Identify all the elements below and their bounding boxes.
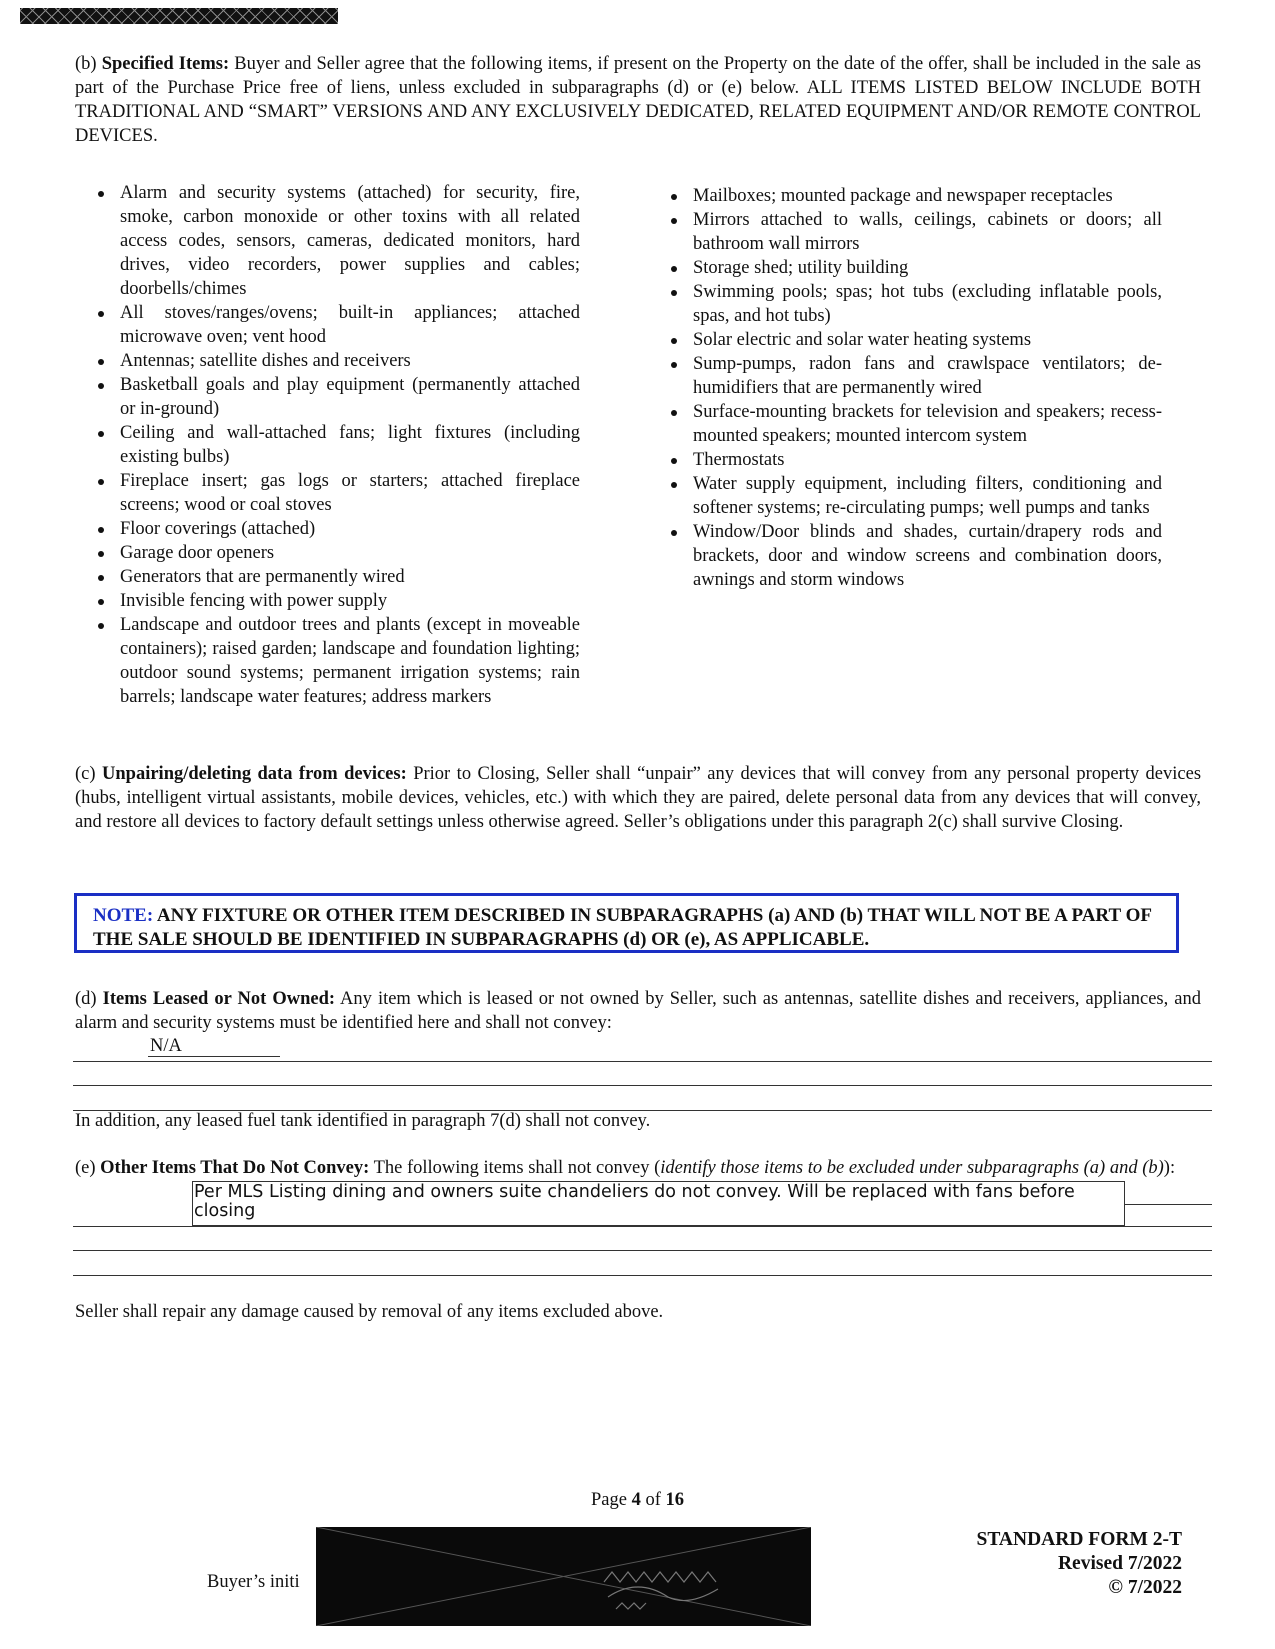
section-e-label: (e) <box>75 1158 96 1178</box>
section-b-label: (b) <box>75 54 97 74</box>
list-item: Storage shed; utility building <box>646 256 1162 280</box>
list-item: Thermostats <box>646 448 1162 472</box>
list-item: All stoves/ranges/ovens; built-in appliances; attached microwave oven; vent hood <box>73 301 580 349</box>
list-item: Window/Door blinds and shades, curtain/drapery rods and brackets, door and window screens and combination doors, awnings and storm windows <box>646 520 1162 592</box>
section-e-close: ): <box>1163 1158 1176 1178</box>
page-total: 16 <box>665 1490 684 1510</box>
section-e-text: The following items shall not convey ( <box>373 1158 661 1178</box>
page-current: 4 <box>631 1490 641 1510</box>
list-item: Landscape and outdoor trees and plants (except in moveable containers); raised garden; landscape and foundation lighting; outdoor sound systems; permanent irrigation systems; rain barrels; landscape water features; address markers <box>73 613 580 709</box>
list-item: Invisible fencing with power supply <box>73 589 580 613</box>
form-copyright: © 7/2022 <box>1108 1577 1182 1598</box>
list-item: Basketball goals and play equipment (permanently attached or in-ground) <box>73 373 580 421</box>
list-item: Fireplace insert; gas logs or starters; attached fireplace screens; wood or coal stoves <box>73 469 580 517</box>
list-item: Solar electric and solar water heating systems <box>646 328 1162 352</box>
list-item: Generators that are permanently wired <box>73 565 580 589</box>
included-items-list-left <box>73 181 580 709</box>
redaction-block-initials <box>316 1527 811 1626</box>
redaction-scribble-icon <box>316 1527 811 1626</box>
section-b-text: Buyer and Seller agree that the following items, if present on the Property on the date of the offer, shall be included in the sale as part of the Purchase Price free of liens, unless excluded in subparagraphs (d) or (e) below. ALL ITEMS LISTED BELOW INCLUDE BOTH TRADITIONAL AND “SMART” VERSIONS AND ANY EXCLUSIVELY DEDICATED, RELATED EQUIPMENT AND/OR REMOTE CONTROL DEVICES. <box>75 54 1201 146</box>
section-c-title: Unpairing/deleting data from devices: <box>102 764 407 784</box>
note-label: NOTE: <box>93 905 154 926</box>
section-d-value-underline <box>148 1056 280 1057</box>
section-d-paragraph <box>75 987 1201 1035</box>
standard-form-block <box>860 1528 1182 1600</box>
list-item: Water supply equipment, including filters, conditioning and softener systems; re-circulating pumps; well pumps and tanks <box>646 472 1162 520</box>
section-d-title: Items Leased or Not Owned: <box>102 989 336 1009</box>
page-number <box>0 1488 1275 1512</box>
list-item: Ceiling and wall-attached fans; light fixtures (including existing bulbs) <box>73 421 580 469</box>
list-item: Alarm and security systems (attached) for security, fire, smoke, carbon monoxide or other toxins with all related access codes, sensors, cameras, dedicated monitors, hard drives, video recorders, power supplies and cables; doorbells/chimes <box>73 181 580 301</box>
section-e-italic: identify those items to be excluded under subparagraphs (a) and (b) <box>660 1158 1164 1178</box>
section-d-line-1 <box>73 1061 1212 1062</box>
list-item: Mailboxes; mounted package and newspaper receptacles <box>646 184 1162 208</box>
section-e-line-4 <box>73 1275 1212 1276</box>
included-items-list-right <box>646 184 1162 592</box>
list-item: Garage door openers <box>73 541 580 565</box>
list-item: Surface-mounting brackets for television and speakers; recess-mounted speakers; mounted intercom system <box>646 400 1162 448</box>
list-item: Swimming pools; spas; hot tubs (excluding inflatable pools, spas, and hot tubs) <box>646 280 1162 328</box>
section-e-after: Seller shall repair any damage caused by removal of any items excluded above. <box>75 1302 664 1322</box>
buyer-initials-label: Buyer’s initi <box>207 1572 300 1592</box>
section-d-text: Any item which is leased or not owned by Seller, such as antennas, satellite dishes and receivers, appliances, and alarm and security systems must be identified here and shall not convey: <box>75 989 1201 1033</box>
section-e-line-3 <box>73 1250 1212 1251</box>
page-prefix: Page <box>590 1490 627 1510</box>
list-item: Mirrors attached to walls, ceilings, cabinets or doors; all bathroom wall mirrors <box>646 208 1162 256</box>
section-c-text: Prior to Closing, Seller shall “unpair” any devices that will convey from any personal property devices (hubs, intelligent virtual assistants, mobile devices, vehicles, etc.) with which they are paired, delete personal data from any devices that will convey, and restore all devices to factory default settings unless otherwise agreed. Seller’s obligations under this paragraph 2(c) shall survive Closing. <box>75 764 1202 832</box>
list-item: Sump-pumps, radon fans and crawlspace ventilators; de-humidifiers that are permanently wired <box>646 352 1162 400</box>
section-e-line-2 <box>73 1226 1212 1227</box>
form-name: STANDARD FORM 2-T <box>976 1529 1182 1550</box>
redaction-bar-top <box>20 8 338 24</box>
section-c-label: (c) <box>75 764 96 784</box>
section-e-line-1-tail <box>1125 1204 1212 1205</box>
section-d-line-2 <box>73 1085 1212 1086</box>
section-d-after: In addition, any leased fuel tank identified in paragraph 7(d) shall not convey. <box>75 1111 651 1131</box>
form-revised: Revised 7/2022 <box>1057 1553 1182 1574</box>
section-b-title: Specified Items: <box>101 54 230 74</box>
section-d-value[interactable]: N/A <box>150 1036 182 1056</box>
section-e-paragraph <box>75 1156 1201 1180</box>
section-e-value-field[interactable]: Per MLS Listing dining and owners suite chandeliers do not convey. Will be replaced with fans before closing <box>192 1181 1125 1226</box>
note-box <box>74 893 1179 953</box>
list-item: Floor coverings (attached) <box>73 517 580 541</box>
page-of: of <box>645 1490 661 1510</box>
section-c-paragraph <box>75 762 1201 834</box>
section-b-paragraph <box>75 52 1201 148</box>
section-d-label: (d) <box>75 989 97 1009</box>
list-item: Antennas; satellite dishes and receivers <box>73 349 580 373</box>
section-e-title: Other Items That Do Not Convey: <box>100 1158 370 1178</box>
note-text: ANY FIXTURE OR OTHER ITEM DESCRIBED IN SUBPARAGRAPHS (a) AND (b) THAT WILL NOT BE A PART OF THE SALE SHOULD BE IDENTIFIED IN SUBPARAGRAPHS (d) OR (e), AS APPLICABLE. <box>93 905 1152 950</box>
